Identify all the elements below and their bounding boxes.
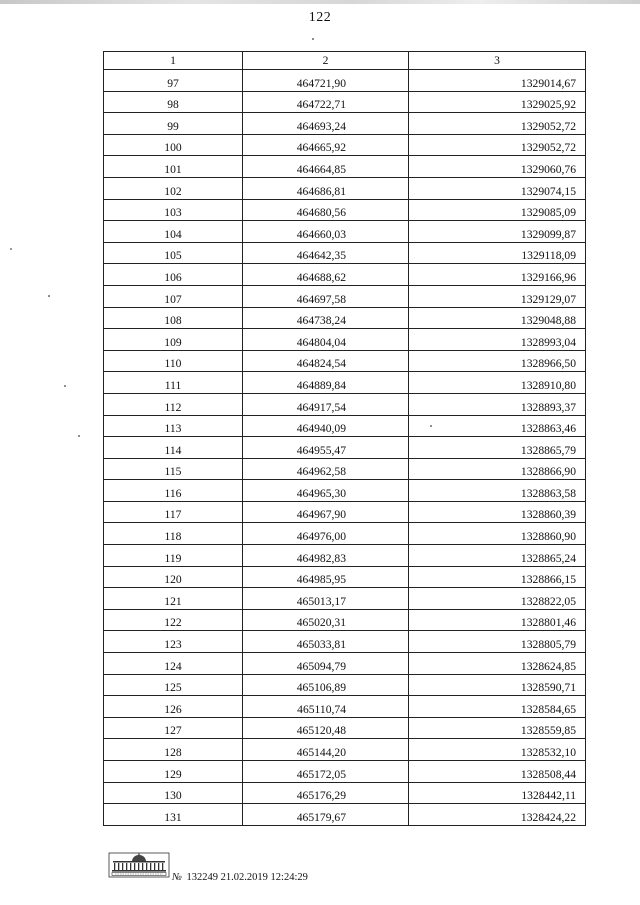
- y-coordinate-cell: 1328865,24: [409, 545, 586, 567]
- y-coordinate-cell: 1328866,90: [409, 458, 586, 480]
- y-coordinate-cell: 1328559,85: [409, 717, 586, 739]
- point-number-cell: 121: [104, 588, 243, 610]
- x-coordinate-cell: 464824,54: [243, 350, 409, 372]
- table-row: [104, 653, 586, 675]
- y-coordinate-cell: 1329166,96: [409, 264, 586, 286]
- point-number-cell: 100: [104, 134, 243, 156]
- table-row: [104, 91, 586, 113]
- y-coordinate-cell: 1329048,88: [409, 307, 586, 329]
- parliament-building-seal-icon: [108, 852, 170, 878]
- table-row: [104, 588, 586, 610]
- registration-number-datetime: 132249 21.02.2019 12:24:29: [186, 872, 308, 883]
- registration-footer: [108, 852, 328, 892]
- x-coordinate-cell: 464664,85: [243, 156, 409, 178]
- coordinates-table: [103, 51, 586, 826]
- y-coordinate-cell: 1328863,46: [409, 415, 586, 437]
- point-number-cell: 108: [104, 307, 243, 329]
- point-number-cell: 107: [104, 285, 243, 307]
- table-header-row: [104, 52, 586, 70]
- y-coordinate-cell: 1329099,87: [409, 221, 586, 243]
- y-coordinate-cell: 1328508,44: [409, 761, 586, 783]
- x-coordinate-cell: 464982,83: [243, 545, 409, 567]
- y-coordinate-cell: 1328624,85: [409, 653, 586, 675]
- y-coordinate-cell: 1328442,11: [409, 782, 586, 804]
- scan-speck: [48, 295, 50, 297]
- point-number-cell: 126: [104, 696, 243, 718]
- x-coordinate-cell: 465120,48: [243, 717, 409, 739]
- table-row: [104, 307, 586, 329]
- column-header-point: 1: [104, 52, 243, 70]
- x-coordinate-cell: 464686,81: [243, 177, 409, 199]
- scan-edge-artifact: [0, 0, 640, 4]
- x-coordinate-cell: 464967,90: [243, 501, 409, 523]
- y-coordinate-cell: 1329060,76: [409, 156, 586, 178]
- y-coordinate-cell: 1328860,90: [409, 523, 586, 545]
- table-row: [104, 242, 586, 264]
- x-coordinate-cell: 464697,58: [243, 285, 409, 307]
- point-number-cell: 98: [104, 91, 243, 113]
- point-number-cell: 109: [104, 329, 243, 351]
- y-coordinate-cell: 1328993,04: [409, 329, 586, 351]
- x-coordinate-cell: 465020,31: [243, 609, 409, 631]
- point-number-cell: 97: [104, 70, 243, 92]
- scan-speck: [10, 248, 12, 250]
- x-coordinate-cell: 464660,03: [243, 221, 409, 243]
- table-row: [104, 609, 586, 631]
- x-coordinate-cell: 464985,95: [243, 566, 409, 588]
- y-coordinate-cell: 1328801,46: [409, 609, 586, 631]
- y-coordinate-cell: 1329025,92: [409, 91, 586, 113]
- table-row: [104, 221, 586, 243]
- column-header-y: 3: [409, 52, 586, 70]
- x-coordinate-cell: 465013,17: [243, 588, 409, 610]
- x-coordinate-cell: 464693,24: [243, 113, 409, 135]
- point-number-cell: 112: [104, 393, 243, 415]
- x-coordinate-cell: 464889,84: [243, 372, 409, 394]
- x-coordinate-cell: 464804,04: [243, 329, 409, 351]
- table-row: [104, 393, 586, 415]
- registration-stamp: [172, 872, 308, 883]
- y-coordinate-cell: 1328865,79: [409, 437, 586, 459]
- column-header-x: 2: [243, 52, 409, 70]
- table-row: [104, 199, 586, 221]
- point-number-cell: 122: [104, 609, 243, 631]
- point-number-cell: 115: [104, 458, 243, 480]
- table-row: [104, 70, 586, 92]
- point-number-cell: 127: [104, 717, 243, 739]
- table-row: [104, 566, 586, 588]
- y-coordinate-cell: 1328822,05: [409, 588, 586, 610]
- table-row: [104, 350, 586, 372]
- y-coordinate-cell: 1328424,22: [409, 804, 586, 826]
- table-row: [104, 523, 586, 545]
- y-coordinate-cell: 1329129,07: [409, 285, 586, 307]
- table-row: [104, 501, 586, 523]
- y-coordinate-cell: 1329052,72: [409, 134, 586, 156]
- point-number-cell: 131: [104, 804, 243, 826]
- point-number-cell: 118: [104, 523, 243, 545]
- point-number-cell: 116: [104, 480, 243, 502]
- x-coordinate-cell: 465033,81: [243, 631, 409, 653]
- x-coordinate-cell: 465106,89: [243, 674, 409, 696]
- point-number-cell: 124: [104, 653, 243, 675]
- x-coordinate-cell: 465144,20: [243, 739, 409, 761]
- point-number-cell: 128: [104, 739, 243, 761]
- x-coordinate-cell: 465110,74: [243, 696, 409, 718]
- y-coordinate-cell: 1329014,67: [409, 70, 586, 92]
- point-number-cell: 119: [104, 545, 243, 567]
- table-row: [104, 113, 586, 135]
- table-row: [104, 739, 586, 761]
- point-number-cell: 114: [104, 437, 243, 459]
- point-number-cell: 104: [104, 221, 243, 243]
- y-coordinate-cell: 1329052,72: [409, 113, 586, 135]
- table-row: [104, 717, 586, 739]
- y-coordinate-cell: 1328893,37: [409, 393, 586, 415]
- point-number-cell: 105: [104, 242, 243, 264]
- table-row: [104, 329, 586, 351]
- table-row: [104, 156, 586, 178]
- x-coordinate-cell: 465176,29: [243, 782, 409, 804]
- table-row: [104, 415, 586, 437]
- number-sign: №: [172, 872, 182, 883]
- x-coordinate-cell: 464665,92: [243, 134, 409, 156]
- point-number-cell: 111: [104, 372, 243, 394]
- y-coordinate-cell: 1328532,10: [409, 739, 586, 761]
- point-number-cell: 113: [104, 415, 243, 437]
- x-coordinate-cell: 465094,79: [243, 653, 409, 675]
- x-coordinate-cell: 464962,58: [243, 458, 409, 480]
- point-number-cell: 102: [104, 177, 243, 199]
- scan-speck: [78, 435, 80, 437]
- table-row: [104, 458, 586, 480]
- x-coordinate-cell: 465179,67: [243, 804, 409, 826]
- y-coordinate-cell: 1328910,80: [409, 372, 586, 394]
- x-coordinate-cell: 464917,54: [243, 393, 409, 415]
- y-coordinate-cell: 1329118,09: [409, 242, 586, 264]
- table-body: [104, 70, 586, 826]
- y-coordinate-cell: 1328805,79: [409, 631, 586, 653]
- table-row: [104, 782, 586, 804]
- scan-speck: [312, 38, 314, 40]
- point-number-cell: 99: [104, 113, 243, 135]
- point-number-cell: 110: [104, 350, 243, 372]
- table-row: [104, 177, 586, 199]
- scan-speck: [430, 425, 432, 427]
- table-row: [104, 674, 586, 696]
- x-coordinate-cell: 464965,30: [243, 480, 409, 502]
- point-number-cell: 120: [104, 566, 243, 588]
- point-number-cell: 103: [104, 199, 243, 221]
- x-coordinate-cell: 464976,00: [243, 523, 409, 545]
- table-row: [104, 761, 586, 783]
- x-coordinate-cell: 464940,09: [243, 415, 409, 437]
- x-coordinate-cell: 464721,90: [243, 70, 409, 92]
- x-coordinate-cell: 464738,24: [243, 307, 409, 329]
- y-coordinate-cell: 1328863,58: [409, 480, 586, 502]
- table-row: [104, 696, 586, 718]
- table-row: [104, 372, 586, 394]
- point-number-cell: 129: [104, 761, 243, 783]
- table-row: [104, 631, 586, 653]
- table-row: [104, 480, 586, 502]
- point-number-cell: 130: [104, 782, 243, 804]
- x-coordinate-cell: 464642,35: [243, 242, 409, 264]
- table-row: [104, 264, 586, 286]
- point-number-cell: 101: [104, 156, 243, 178]
- x-coordinate-cell: 464722,71: [243, 91, 409, 113]
- y-coordinate-cell: 1329074,15: [409, 177, 586, 199]
- table-row: [104, 285, 586, 307]
- point-number-cell: 117: [104, 501, 243, 523]
- y-coordinate-cell: 1329085,09: [409, 199, 586, 221]
- point-number-cell: 125: [104, 674, 243, 696]
- x-coordinate-cell: 464688,62: [243, 264, 409, 286]
- y-coordinate-cell: 1328966,50: [409, 350, 586, 372]
- page-number: 122: [308, 10, 332, 25]
- y-coordinate-cell: 1328866,15: [409, 566, 586, 588]
- point-number-cell: 106: [104, 264, 243, 286]
- table-row: [104, 545, 586, 567]
- y-coordinate-cell: 1328590,71: [409, 674, 586, 696]
- x-coordinate-cell: 464955,47: [243, 437, 409, 459]
- x-coordinate-cell: 464680,56: [243, 199, 409, 221]
- table-row: [104, 804, 586, 826]
- y-coordinate-cell: 1328584,65: [409, 696, 586, 718]
- scan-speck: [64, 385, 66, 387]
- y-coordinate-cell: 1328860,39: [409, 501, 586, 523]
- point-number-cell: 123: [104, 631, 243, 653]
- x-coordinate-cell: 465172,05: [243, 761, 409, 783]
- table-row: [104, 437, 586, 459]
- table-row: [104, 134, 586, 156]
